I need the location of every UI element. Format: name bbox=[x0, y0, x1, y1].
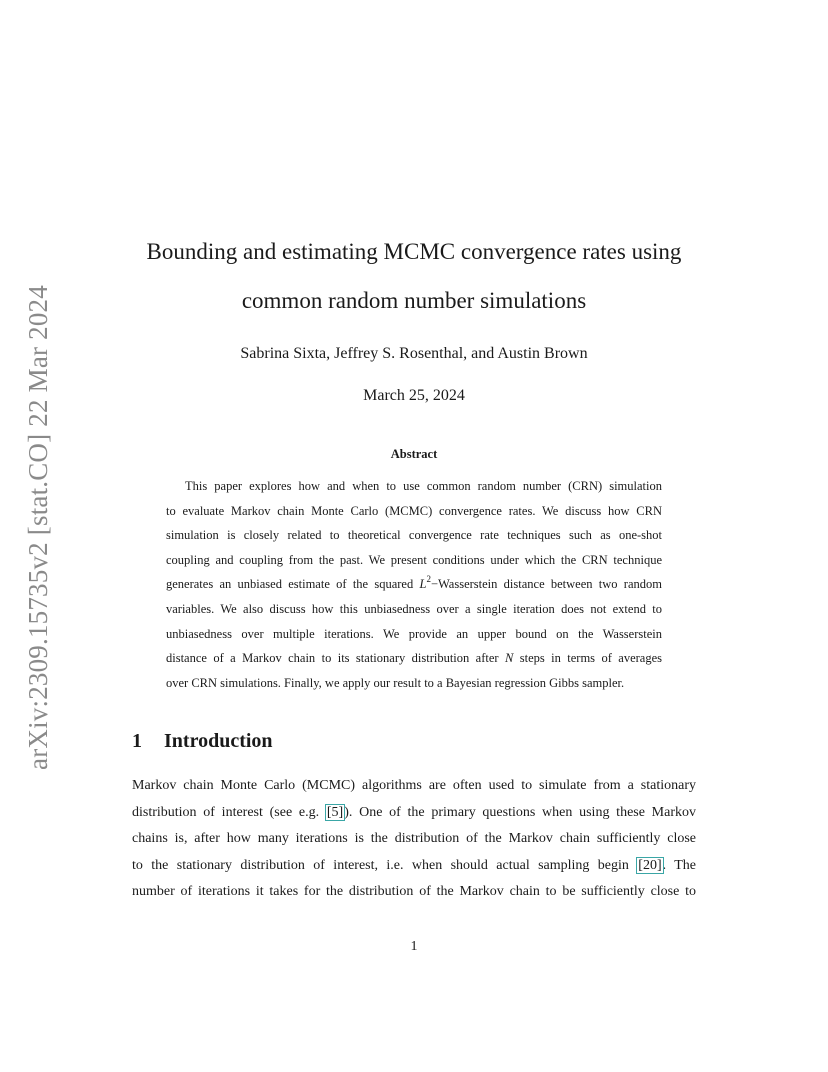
abstract-text: −Wasserstein distance between two random bbox=[430, 577, 662, 592]
abstract-line: over CRN simulations. Finally, we apply our result to a Bayesian regression Gibbs sampler. bbox=[166, 675, 625, 690]
abstract-line bbox=[166, 572, 662, 597]
paper-authors: Sabrina Sixta, Jeffrey S. Rosenthal, and Austin Brown bbox=[240, 345, 588, 362]
body-text: distribution of interest (see e.g. bbox=[132, 804, 326, 820]
abstract-line: unbiasedness over multiple iterations. We provide an upper bound on the Wasserstein bbox=[166, 626, 662, 641]
paper-date: March 25, 2024 bbox=[363, 387, 465, 404]
body-text: . The bbox=[662, 857, 696, 873]
arxiv-identifier-text: arXiv:2309.15735v2 [stat.CO] 22 Mar 2024 bbox=[23, 285, 53, 770]
body-line: chains is, after how many iterations is the distribution of the Markov chain sufficiently close bbox=[132, 831, 696, 847]
math-symbol-l: L bbox=[419, 577, 427, 592]
paper-title-line-1: Bounding and estimating MCMC convergence rates using bbox=[146, 239, 682, 264]
body-line bbox=[132, 853, 696, 880]
abstract-line: This paper explores how and when to use common random number (CRN) simulation bbox=[185, 479, 662, 493]
paper-title-line-2: common random number simulations bbox=[241, 288, 587, 313]
abstract-text: generates an unbiased estimate of the squared bbox=[166, 577, 420, 592]
body-text: to the stationary distribution of interest, i.e. when should actual sampling begin bbox=[132, 857, 638, 873]
section-number: 1 bbox=[132, 730, 142, 752]
body-line bbox=[132, 800, 696, 827]
abstract-line: variables. We also discuss how this unbiasedness over a single iteration does not extend to bbox=[166, 601, 662, 616]
section-title: Introduction bbox=[164, 730, 273, 752]
introduction-paragraph bbox=[132, 773, 696, 906]
abstract-text: distance of a Markov chain to its stationary distribution after bbox=[166, 651, 505, 666]
section-heading-introduction bbox=[132, 728, 273, 754]
abstract-body bbox=[166, 474, 662, 695]
body-line: number of iterations it takes for the distribution of the Markov chain to be sufficiently close to bbox=[132, 884, 696, 900]
abstract-heading: Abstract bbox=[390, 447, 438, 461]
math-symbol-n: N bbox=[504, 651, 514, 666]
body-text: ). One of the primary questions when using these Markov bbox=[344, 804, 696, 820]
page-number: 1 bbox=[410, 939, 418, 954]
abstract-line: simulation is closely related to theoretical convergence rate techniques such as one-shot bbox=[166, 528, 662, 543]
abstract-line: to evaluate Markov chain Monte Carlo (MCMC) convergence rates. We discuss how CRN bbox=[166, 503, 662, 518]
arxiv-identifier-stamp bbox=[16, 280, 60, 775]
abstract-line bbox=[166, 646, 662, 671]
citation-link-5[interactable]: [5] bbox=[326, 804, 344, 820]
body-line: Markov chain Monte Carlo (MCMC) algorithms are often used to simulate from a stationary bbox=[132, 778, 696, 793]
abstract-text: steps in terms of averages bbox=[513, 651, 662, 666]
citation-link-20[interactable]: [20] bbox=[638, 857, 662, 873]
abstract-line: coupling and coupling from the past. We present conditions under which the CRN technique bbox=[166, 552, 662, 567]
math-superscript: 2 bbox=[426, 574, 431, 585]
